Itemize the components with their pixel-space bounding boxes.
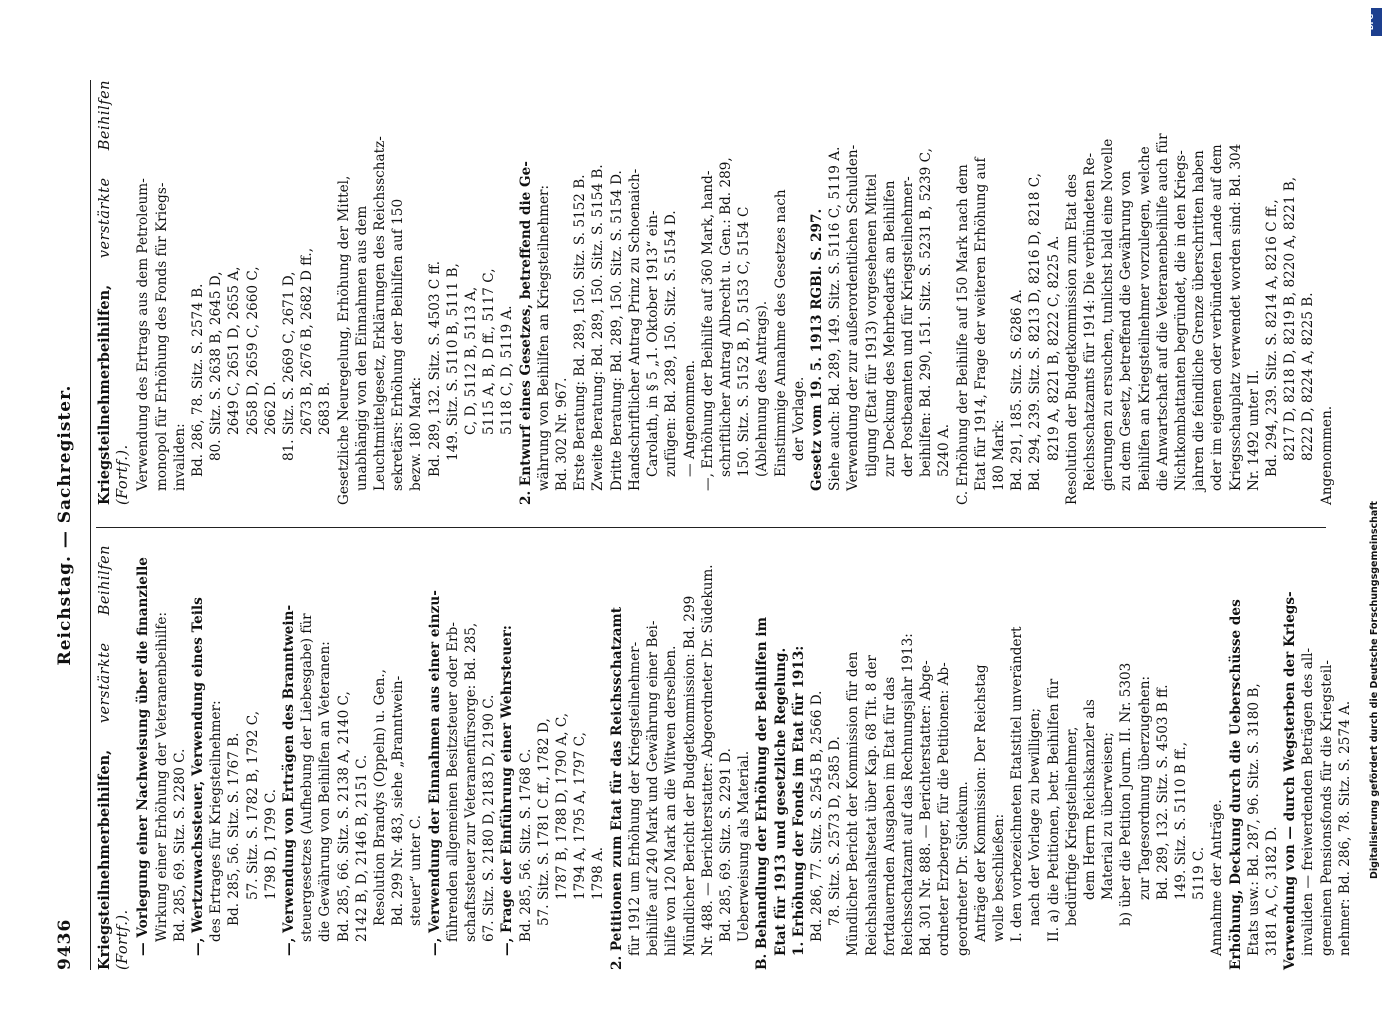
digitization-credit-text: Digitalisierung gefördert durch die Deutsche Forschungsgemeinschaft	[1369, 501, 1380, 879]
right-column-line: 2662 D.	[262, 381, 279, 435]
left-column-line: 1798 A.	[590, 846, 607, 900]
right-column-line: 149. Sitz. S. 5110 B, 5111 B,	[444, 263, 461, 461]
right-column-line: Bd. 302 Nr. 967.	[554, 377, 571, 491]
right-heading-subterm: verstärkte Beihilfen (Fortf.).	[97, 80, 132, 505]
left-column-line: Mündlicher Bericht der Budgetkommission: Bd. 299	[681, 595, 698, 956]
left-column-line: Bd. 289, 132. Sitz. S. 4503 B ff.	[1154, 684, 1171, 900]
right-column-line: Handschriftlicher Antrag Prinz zu Schoenaich-	[626, 168, 643, 491]
left-column-line: Erhöhung, Deckung durch die Ueberschüsse des	[1227, 599, 1244, 970]
right-column-line: Bd. 289, 132. Sitz. S. 4503 C ff.	[426, 260, 443, 477]
right-column-line: Erste Beratung: Bd. 289, 150. Sitz. S. 5152 B.	[572, 174, 589, 491]
left-column-line: Bd. 301 Nr. 888. — Berichterstatter: Abge-	[918, 660, 935, 956]
left-column-line: — Vorlegung einer Nachweisung über die finanzielle	[135, 557, 152, 956]
right-column-line: Resolution der Budgetkommission zum Etat des	[1063, 173, 1080, 505]
right-column-line: Verwendung der zur außerordentlichen Schulden-	[845, 144, 862, 491]
left-column-line: Annahme der Anträge.	[1209, 799, 1226, 956]
right-column-line: —, Erhöhung der Beihilfe auf 360 Mark, hand-	[699, 170, 716, 491]
left-column-line: die Gewährung von Beihilfen an Veteranen:	[317, 641, 334, 942]
left-column-line: 3181 A, C, 3182 D.	[1264, 826, 1280, 956]
left-column-line: Etat für 1913 und gesetzliche Regelung.	[772, 647, 789, 956]
header-rule	[90, 80, 91, 970]
right-column-line: Bd. 294, 239. Sitz. S. 8213 D, 8216 D, 8218 C,	[1027, 172, 1044, 491]
left-column-line: 57. Sitz. S. 1781 C ff., 1782 D,	[535, 718, 552, 926]
left-column-line: —, Verwendung der Einnahmen aus einer einzu-	[426, 590, 443, 956]
left-column-line: geordneter Dr. Südekum.	[954, 781, 971, 956]
page-header	[55, 80, 83, 970]
right-column-line: Bd. 291, 185. Sitz. S. 6286 A.	[1009, 289, 1026, 491]
left-column-line: gemeinen Pensionsfonds für die Kriegsteil-	[1318, 660, 1335, 956]
right-column-line: bezw. 180 Mark:	[408, 376, 425, 491]
right-column-line: 5240 A.	[936, 423, 953, 477]
left-column-heading	[96, 545, 132, 970]
left-column-line: Material zu überweisen;	[1100, 732, 1117, 900]
right-column-line: invaliden:	[171, 423, 188, 491]
right-column-line: sekretärs: Erhöhung der Beihilfen auf 150	[390, 198, 407, 491]
right-column-line: 2683 B.	[317, 381, 334, 435]
right-column-line: Gesetz vom 19. 5. 1913 RGBl. S. 297.	[808, 208, 825, 491]
left-column-line: 1798 D, 1799 C.	[262, 788, 279, 900]
left-column-line: 2142 B, D, 2146 B, 2151 C.	[353, 754, 370, 942]
left-column	[96, 545, 1354, 970]
left-column-line: nach der Vorlage zu bewilligen;	[1027, 708, 1044, 926]
right-column-line: — Angenommen.	[681, 359, 698, 477]
right-column-line: Bd. 286, 78. Sitz. S. 2574 B.	[190, 283, 207, 477]
dfg-logo	[1367, 8, 1382, 36]
right-column-line: 80. Sitz. S. 2638 B, 2645 D,	[208, 271, 225, 461]
left-column-line: 1794 A, 1795 A, 1797 C,	[572, 732, 589, 900]
right-column-line: die Anwartschaft auf die Veteranenbeihilfe auch für	[1154, 133, 1171, 491]
right-column-line: der Postbeamten und für Kriegsteilnehmer-	[899, 176, 916, 477]
left-column-line: Bd. 286, 77. Sitz. S. 2545 B, 2566 D.	[808, 690, 825, 942]
right-column-line: Verwendung des Ertrags aus dem Petroleum-	[135, 178, 152, 491]
left-column-line: nehmer: Bd. 286, 78. Sitz. S. 2574 A.	[1336, 700, 1353, 956]
column-divider	[96, 527, 1326, 528]
right-column-line: tilgung (Etat für 1913) vorgesehenen Mittel	[863, 173, 880, 477]
left-column-line: steuer“ unter C.	[408, 814, 425, 926]
left-column-line: Bd. 285, 56. Sitz. S. 1767 B.	[226, 732, 243, 926]
left-column-line: Mündlicher Bericht der Kommission für den	[845, 651, 862, 956]
right-column-line: gierungen zu ersuchen, tunlichst bald eine Novelle	[1100, 138, 1117, 491]
right-column-line: Beihilfen an Kriegsteilnehmer vorzulegen, welche	[1136, 146, 1153, 491]
right-column-line: monopol für Erhöhung des Fonds für Kriegs-	[153, 182, 170, 491]
left-column-line: dem Herrn Reichskanzler als	[1081, 699, 1098, 900]
right-column-line: 81. Sitz. S. 2669 C, 2671 D,	[281, 271, 298, 461]
left-column-line: —, Verwendung von Erträgen des Branntwein-	[281, 604, 298, 956]
dfg-badge-text: DFG	[1367, 13, 1376, 31]
left-column-line: des Ertrages für Kriegsteilnehmer:	[208, 700, 225, 942]
left-column-line: Reichsschatzamt auf das Rechnungsjahr 1913:	[899, 633, 916, 956]
left-column-line: bedürftige Kriegsteilnehmer,	[1063, 726, 1080, 926]
right-column-line: Reichsschatzamts für 1914: Die verbündeten Re-	[1081, 152, 1098, 491]
left-column-line: Etats usw.: Bd. 287, 96. Sitz. S. 3180 B,	[1245, 683, 1262, 956]
right-column-heading	[96, 80, 132, 505]
right-column-line: 5115 A, B, D ff., 5117 C,	[481, 268, 498, 435]
left-column-line: Bd. 285, 69. Sitz. S. 2280 C.	[171, 748, 188, 942]
right-column-line: oder im eigenen oder verbündeten Lande auf dem	[1209, 144, 1226, 491]
right-column-line: Dritte Beratung: Bd. 289, 150. Sitz. S. 5154 D.	[608, 170, 625, 491]
right-column-line: zu dem Gesetz, betreffend die Gewährung von	[1118, 170, 1135, 491]
right-column-line: jahren die feindliche Grenze überschritten haben	[1191, 150, 1208, 491]
left-column-line: wolle beschließen:	[990, 813, 1007, 942]
right-column-line: 150. Sitz. S. 5152 B, D, 5153 C, 5154 C	[736, 206, 753, 477]
left-column-line: Bd. 299 Nr. 483, siehe „Branntwein-	[390, 675, 407, 926]
left-column-line: I. den vorbezeichneten Etatstitel unverändert	[1009, 626, 1026, 942]
right-column-line: C. Erhöhung der Beihilfe auf 150 Mark nach dem	[954, 164, 971, 505]
right-column-line: Angenommen.	[1318, 405, 1335, 505]
rotated-book-page	[0, 60, 1353, 1000]
right-column-line: 2649 C, 2651 D, 2655 A,	[226, 266, 243, 435]
right-heading-term: Kriegsteilnehmerbeihilfen,	[96, 284, 113, 505]
left-column-line: —, Frage der Einführung einer Wehrsteuer:	[499, 625, 516, 956]
right-column-line: 5118 C, D, 5119 A.	[499, 305, 516, 435]
right-column-line: beihilfen: Bd. 290, 151. Sitz. S. 5231 B, 5239 C,	[918, 148, 935, 477]
right-column-line: 180 Mark:	[990, 419, 1007, 491]
left-column-line: fortdauernden Ausgaben im Etat für das	[881, 676, 898, 956]
left-column-line: Bd. 285, 66. Sitz. S. 2138 A, 2140 C,	[335, 691, 352, 942]
left-heading-subterm: verstärkte Beihilfen (Fortf.).	[97, 545, 132, 970]
left-column-line: schaftssteuer zur Veteranenfürsorge: Bd. 285,	[463, 622, 480, 942]
left-column-line: II. a) die Petitionen, betr. Beihilfen für	[1045, 678, 1062, 942]
left-column-line: Reichshaushaltsetat über Kap. 68 Tit. 8 der	[863, 655, 880, 956]
right-column-line: Leuchtmittelgesetz, Erklärungen des Reichsschatz-	[372, 136, 389, 491]
right-column-line: Einstimmige Annahme des Gesetzes nach	[772, 189, 789, 477]
left-column-entries	[134, 545, 1354, 970]
left-column-line: —, Wertzuwachssteuer, Verwendung eines Teils	[190, 597, 207, 956]
left-column-line: 1. Erhöhung der Fonds im Etat für 1913:	[790, 645, 807, 956]
left-column-line: führenden allgemeinen Besitzsteuer oder Erb-	[444, 622, 461, 942]
left-column-line: Bd. 285, 69. Sitz. S. 2291 D.	[717, 748, 734, 942]
right-column-line: C, D, 5112 B, 5113 A,	[463, 286, 480, 435]
right-column-line: 8217 D, 8218 D, 8219 B, 8220 A, 8221 B,	[1282, 176, 1299, 461]
right-column-line: währung von Beihilfen an Kriegsteilnehmer:	[535, 184, 552, 491]
left-column-line: Verwendung von — durch Wegsterben der Kriegs-	[1282, 591, 1299, 970]
left-column-line: beihilfe auf 240 Mark und Gewährung einer Bei-	[645, 620, 662, 956]
right-column-line: Nr. 1492 unter II.	[1245, 369, 1262, 491]
page-number: 9436	[55, 918, 75, 970]
left-column-line: 5119 C.	[1191, 846, 1208, 900]
left-column-line: zur Tagesordnung überzugehen:	[1136, 675, 1153, 900]
left-column-line: Ueberweisung als Material.	[736, 750, 753, 942]
left-column-line: 78. Sitz. S. 2573 D, 2585 D.	[827, 736, 844, 926]
right-column-line: 2673 B, 2676 B, 2682 D ff.,	[299, 247, 316, 435]
running-title: Reichstag. — Sachregister.	[55, 384, 75, 666]
right-column-line: Etat für 1914, Frage der weiteren Erhöhung auf	[972, 157, 989, 491]
right-column	[96, 80, 1336, 505]
left-column-line: Nr. 488. — Berichterstatter: Abgeordneter Dr. Südekum.	[699, 564, 716, 956]
right-column-line: Carolath, in § 5 „1. Oktober 1913“ ein-	[645, 210, 662, 477]
right-column-line: unabhängig von den Einnahmen aus dem	[353, 205, 370, 491]
right-column-line: Zweite Beratung: Bd. 289, 150. Sitz. S. 5154 B.	[590, 164, 607, 491]
right-column-line: schriftlicher Antrag Albrecht u. Gen.: Bd. 289,	[717, 157, 734, 477]
right-column-line: 8219 A, 8221 B, 8222 C, 8225 A.	[1045, 235, 1062, 461]
left-column-line: 67. Sitz. S. 2180 D, 2183 D, 2190 C.	[481, 694, 498, 942]
right-column-line: 2. Entwurf eines Gesetzes, betreffend die Ge-	[517, 161, 534, 505]
right-column-entries	[134, 80, 1335, 505]
right-column-line: Siehe auch: Bd. 289, 149. Sitz. S. 5116 C, 5119 A.	[827, 146, 844, 491]
left-heading-term: Kriegsteilnehmerbeihilfen,	[96, 749, 113, 970]
right-column-line: Kriegsschauplatz verwendet worden sind: Bd. 304	[1227, 143, 1244, 491]
left-column-line: für 1912 um Erhöhung der Kriegsteilnehmer-	[626, 641, 643, 956]
left-column-line: 57. Sitz. S. 1782 B, 1792 C,	[244, 710, 261, 900]
left-column-line: b) über die Petition Journ. II. Nr. 5303	[1118, 662, 1135, 926]
right-column-line: 2658 D, 2659 C, 2660 C,	[244, 266, 261, 435]
right-column-line: 8222 D, 8224 A, 8225 B.	[1300, 292, 1317, 461]
right-column-line: Nichtkombattanten begründet, die in den Kriegs-	[1172, 150, 1189, 491]
right-column-line: zur Deckung des Mehrbedarfs an Beihilfen	[881, 180, 898, 477]
left-column-line: Bd. 285, 56. Sitz. S. 1768 C.	[517, 748, 534, 942]
left-column-line: 149. Sitz. S. 5110 B ff.,	[1172, 741, 1189, 900]
right-column-line: Bd. 294, 239. Sitz. S. 8214 A, 8216 C ff.,	[1264, 199, 1280, 477]
right-column-line: Gesetzliche Neuregelung, Erhöhung der Mittel,	[335, 175, 352, 505]
right-column-line: der Vorlage.	[790, 376, 807, 461]
left-column-line: hilfe von 120 Mark an die Witwen derselben.	[663, 645, 680, 956]
left-column-line: 1787 B, 1788 D, 1790 A, C,	[554, 712, 571, 900]
left-column-line: steuergesetzes (Aufhebung der Liebesgabe) für	[299, 613, 316, 942]
left-column-line: 2. Petitionen zum Etat für das Reichsschatzamt	[608, 606, 625, 970]
left-column-line: Wirkung einer Erhöhung der Veteranenbeihilfe:	[153, 611, 170, 942]
right-column-line: zufügen: Bd. 289, 150. Sitz. S. 5154 D.	[663, 210, 680, 477]
right-column-line: (Ablehnung des Antrags).	[754, 300, 771, 477]
left-column-line: ordneter Erzberger, für die Petitionen: Ab-	[936, 662, 953, 956]
left-column-line: B. Behandlung der Erhöhung der Beihilfen im	[754, 617, 771, 970]
left-column-line: Resolution Brandys (Oppeln) u. Gen.,	[372, 669, 389, 926]
left-column-line: invaliden — freiwerdenden Beträgen des all-	[1300, 647, 1317, 956]
left-column-line: Anträge der Kommission: Der Reichstag	[972, 664, 989, 942]
